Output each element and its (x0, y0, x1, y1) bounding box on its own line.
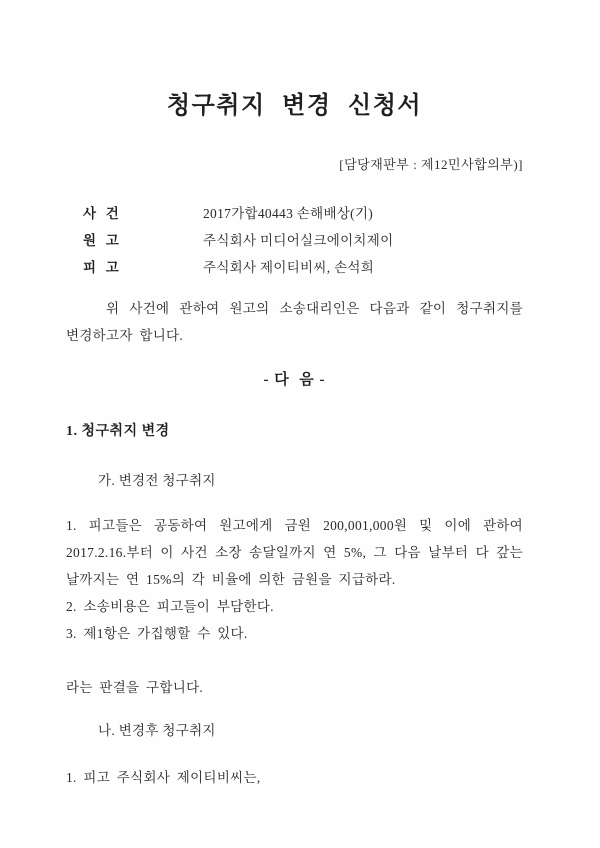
case-number-value: 2017가합40443 손해배상(기) (203, 206, 374, 221)
daum-section-heading: - 다 음 - (263, 372, 326, 388)
claim-before-list (66, 512, 523, 647)
case-number-label: 사 건 (83, 206, 120, 221)
intro-paragraph: 위 사건에 관하여 원고의 소송대리인은 다음과 같이 청구취지를 변경하고자 합니다. (66, 301, 523, 343)
case-info-table (66, 200, 523, 281)
plaintiff-label: 원 고 (83, 233, 120, 248)
subsection-a-heading: 가. 변경전 청구취지 (98, 473, 216, 488)
claim-after-first-line: 1. 피고 주식회사 제이티비씨는, (66, 770, 261, 785)
case-row-defendant (66, 254, 523, 281)
closing-request-line: 라는 판결을 구합니다. (66, 680, 204, 695)
subsection-b-heading: 나. 변경후 청구취지 (98, 723, 216, 738)
claim-before-item-2: 2. 소송비용은 피고들이 부담한다. (66, 599, 274, 614)
defendant-value: 주식회사 제이티비씨, 손석희 (203, 260, 375, 275)
claim-before-item-3: 3. 제1항은 가집행할 수 있다. (66, 626, 248, 641)
case-row-case-number (66, 200, 523, 227)
section1-heading: 1. 청구취지 변경 (66, 424, 170, 439)
defendant-label: 피 고 (83, 260, 120, 275)
document-title: 청구취지 변경 신청서 (166, 93, 423, 119)
court-division-note: [담당재판부 : 제12민사합의부)] (339, 157, 523, 172)
claim-before-item-1: 1. 피고들은 공동하여 원고에게 금원 200,001,000원 및 이에 관하여 2017.2.16.부터 이 사건 소장 송달일까지 연 5%, 그 다음 날부터 다 갚는 날까지는 연 15%의 각 비율에 의한 금원을 지급하라. (66, 518, 523, 587)
case-row-plaintiff (66, 227, 523, 254)
plaintiff-value: 주식회사 미디어실크에이치제이 (203, 233, 394, 248)
